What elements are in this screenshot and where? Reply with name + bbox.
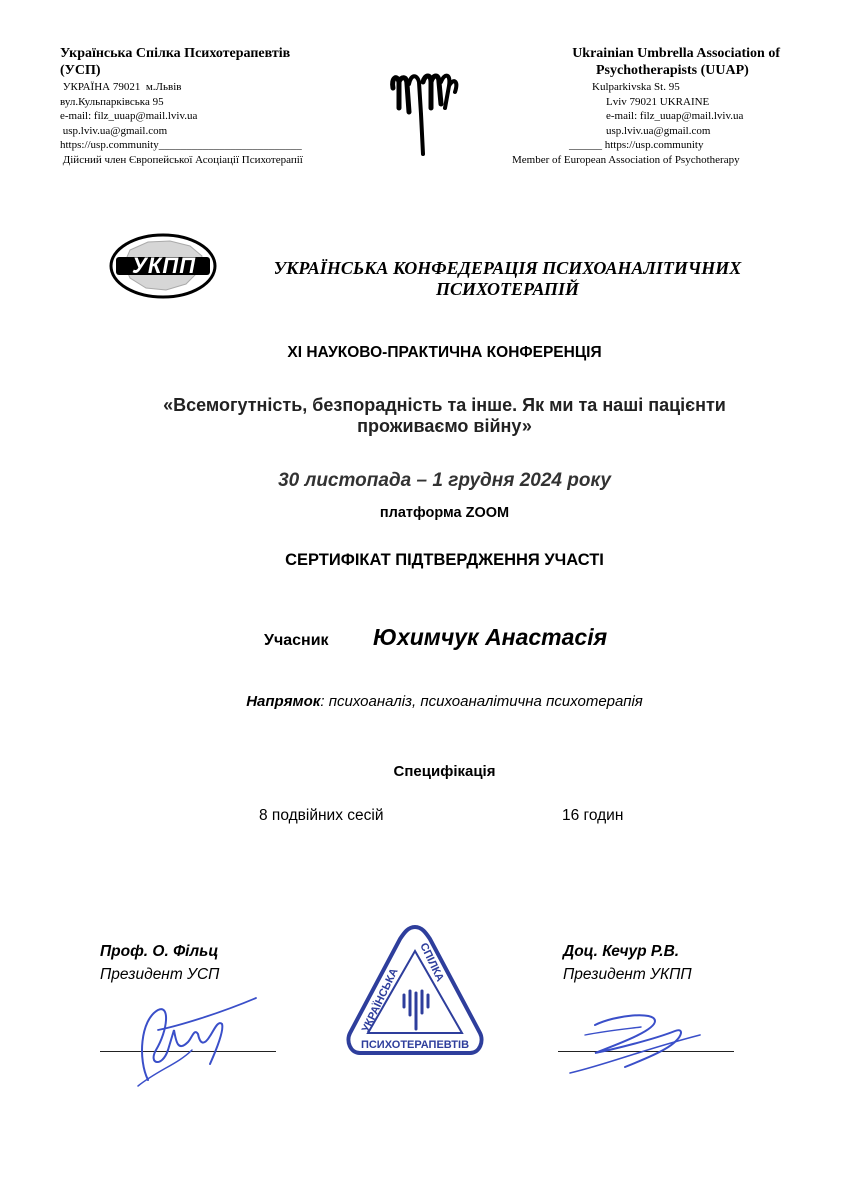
conference-theme [0, 395, 849, 437]
spec-sessions: 8 подвійних сесій [259, 807, 384, 824]
conference-theme-line1: «Всемогутність, безпорадність та інше. Як ми та наші пацієнти [163, 395, 726, 415]
confederation-title-line1: УКРАЇНСЬКА КОНФЕДЕРАЦІЯ ПСИХОАНАЛІТИЧНИХ [273, 258, 742, 278]
membership-en: Member of European Association of Psychotherapy [512, 153, 740, 166]
ukpp-logo-text: УКПП [131, 253, 197, 278]
org-name-en: Ukrainian Umbrella Association of [572, 46, 780, 61]
conference-theme-line2: проживаємо війну» [357, 416, 532, 436]
stamp-text-bottom: ПСИХОТЕРАПЕВТІВ [360, 1039, 470, 1051]
right-signature-scribble [565, 1005, 715, 1080]
conference-heading: XI НАУКОВО-ПРАКТИЧНА КОНФЕРЕНЦІЯ [287, 344, 602, 361]
participant-name: Юхимчук Анастасія [373, 624, 608, 650]
email-ua: e-mail: filz_uuap@mail.lviv.ua [60, 110, 198, 123]
ukpp-logo [108, 232, 218, 300]
spec-hours: 16 годин [562, 807, 624, 824]
address-street-ua: вул.Кульпарківська 95 [60, 95, 164, 108]
spec-heading: Специфікація [393, 763, 496, 780]
address-street-en: Kulparkivska St. 95 [592, 81, 680, 93]
stamp-outer-triangle [348, 927, 481, 1053]
direction-value: : психоаналіз, психоаналітична психотерапія [320, 693, 643, 710]
right-signer-name: Доц. Кечур Р.В. [563, 943, 680, 960]
address-city-en: Lviv 79021 UKRAINE [606, 95, 710, 108]
org-name-ua: Українська Спілка Психотерапевтів [60, 46, 291, 61]
stamp-text-left: УКРАЇНСЬКА [359, 966, 401, 1035]
left-signer-role: Президент УСП [100, 966, 220, 983]
org-abbr-en: Psychotherapists (UUAP) [596, 63, 749, 78]
website-ua: https://usp.community__________________________ [60, 139, 302, 152]
left-signer-name: Проф. О. Фільц [100, 943, 219, 960]
direction-label: Напрямок [246, 693, 321, 710]
membership-ua: Дійсний член Європейської Асоціації Психотерапії [60, 153, 303, 166]
confederation-title-line2: ПСИХОТЕРАПІЙ [435, 279, 580, 299]
right-signer-role: Президент УКПП [563, 966, 692, 983]
email-gmail-en: usp.lviv.ua@gmail.com [606, 124, 711, 137]
stamp-text-right: СПІЛКА [417, 941, 446, 984]
organization-stamp [340, 915, 490, 1065]
header-right-block [480, 45, 780, 168]
org-abbr-ua: (УСП) [60, 63, 101, 78]
confederation-title [230, 258, 785, 300]
email-en: e-mail: filz_uuap@mail.lviv.ua [606, 110, 744, 123]
conference-platform: платформа ZOOM [379, 505, 510, 521]
certificate-title: СЕРТИФІКАТ ПІДТВЕРДЖЕННЯ УЧАСТІ [285, 551, 604, 569]
direction-line [0, 693, 849, 710]
header-left-block [60, 45, 380, 168]
address-country-ua: УКРАЇНА 79021 м.Львів [60, 81, 182, 93]
stamp-center-logo [404, 991, 428, 1029]
left-signature-scribble [118, 990, 268, 1090]
website-en: ______ https://usp.community [569, 139, 704, 152]
usp-logo [385, 68, 465, 158]
email-gmail-ua: usp.lviv.ua@gmail.com [60, 124, 168, 137]
conference-dates: 30 листопада – 1 грудня 2024 року [278, 470, 611, 491]
participant-label: Учасник [264, 632, 329, 649]
